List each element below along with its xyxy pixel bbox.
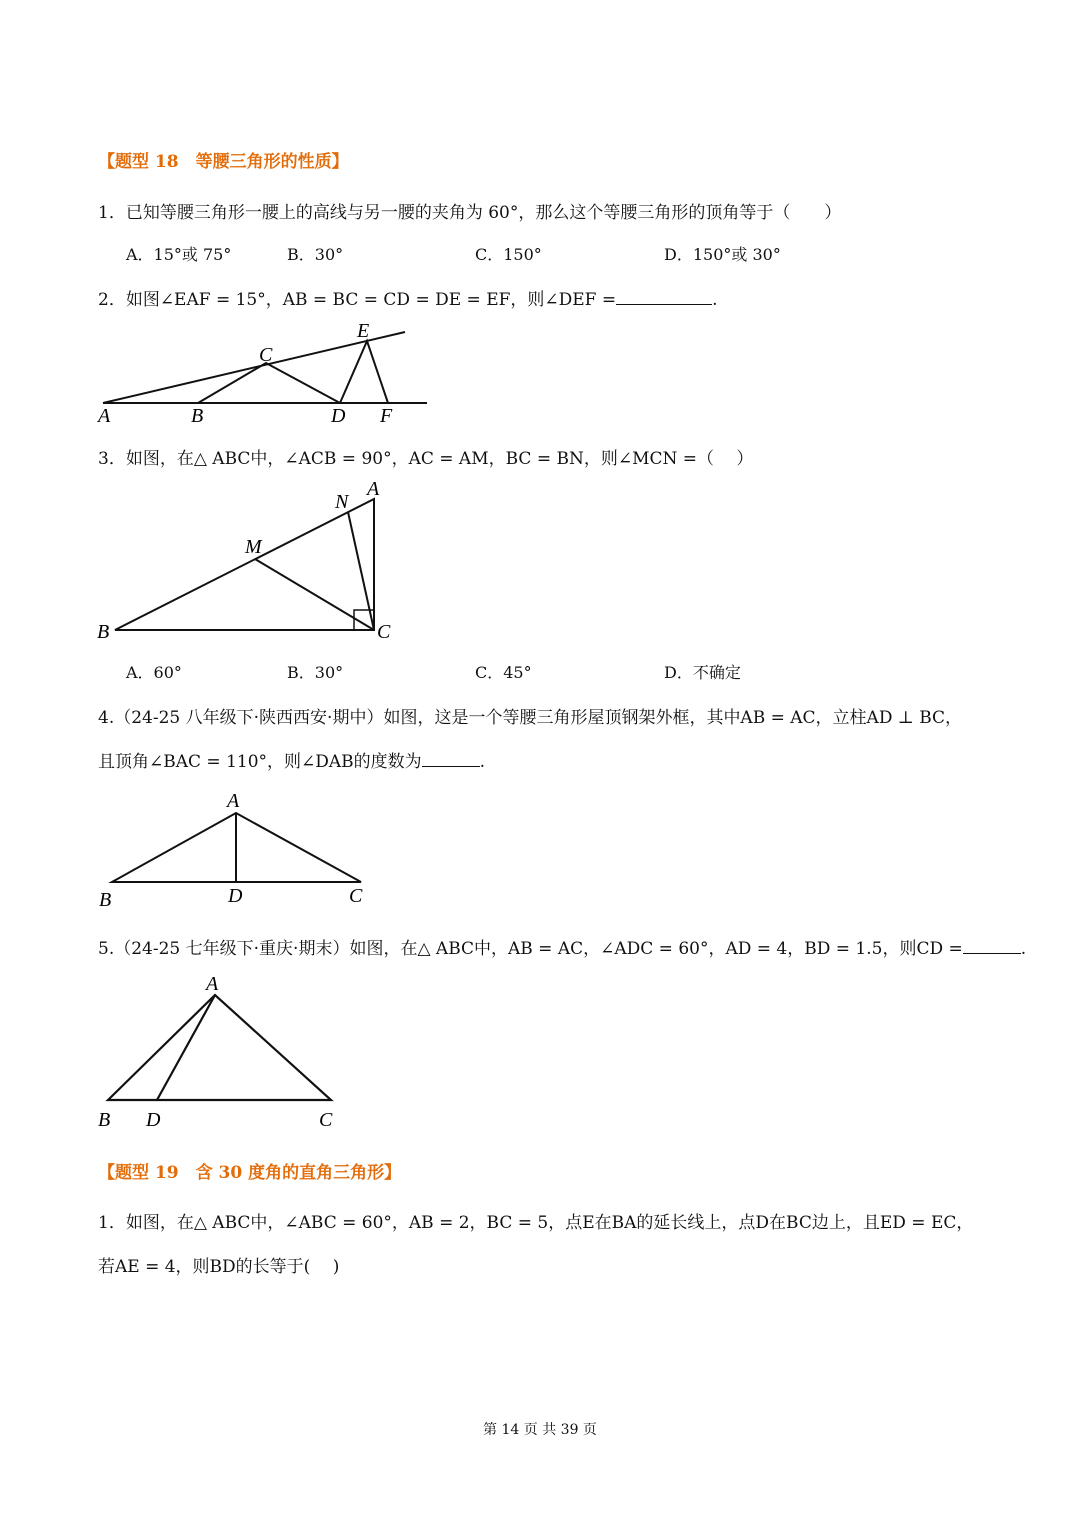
question-2-text xyxy=(98,285,718,310)
label-m: M xyxy=(245,536,262,558)
q2-text: 2．如图∠EAF = 15°，AB = BC = CD = DE = EF，则∠DEF = xyxy=(98,290,617,310)
line-ae xyxy=(103,332,405,403)
label-a: A xyxy=(206,973,219,995)
section-title-18: 【题型 18 等腰三角形的性质】 xyxy=(98,152,349,172)
q4-text: 且顶角∠BAC = 110°，则∠DAB的度数为 xyxy=(98,752,422,772)
line-mc xyxy=(255,559,374,630)
q1-option-a: A．15°或 75° xyxy=(126,245,232,264)
answer-blank xyxy=(422,765,480,767)
label-c: C xyxy=(259,344,273,366)
q5-text: 5.（24-25 七年级下·重庆·期末）如图，在△ ABC中，AB = AC，∠ADC = 60°，AD = 4，BD = 1.5，则CD = xyxy=(98,939,963,959)
figure-q4 xyxy=(95,785,385,915)
page-footer: 第 14 页 共 39 页 xyxy=(483,1422,597,1438)
line-nc xyxy=(348,512,374,630)
q1-option-b: B．30° xyxy=(287,245,344,264)
answer-blank xyxy=(963,952,1021,954)
label-d: D xyxy=(146,1109,161,1131)
label-n: N xyxy=(335,491,349,513)
label-b: B xyxy=(99,889,112,911)
segments-bcd xyxy=(198,363,340,403)
q2-text-end: . xyxy=(712,290,718,310)
label-c: C xyxy=(319,1109,333,1131)
label-b: B xyxy=(97,621,110,643)
q4-text-end: . xyxy=(479,752,486,772)
triangle-abc xyxy=(108,995,331,1100)
triangle-abc xyxy=(115,499,374,630)
label-a: A xyxy=(98,405,111,427)
label-d: D xyxy=(331,405,346,427)
q5-text-end: . xyxy=(1020,939,1027,959)
question-3-text: 3．如图，在△ ABC中，∠ACB = 90°，AC = AM，BC = BN，则∠MCN =（ ） xyxy=(98,449,754,469)
figure-q3 xyxy=(95,475,405,645)
q3-option-a: A．60° xyxy=(126,663,182,682)
question-19-1-line2: 若AE = 4，则BD的长等于( ) xyxy=(98,1257,340,1277)
line-ad xyxy=(157,995,215,1100)
figure-q2 xyxy=(95,318,435,428)
answer-blank xyxy=(616,303,712,305)
section-title-19: 【题型 19 含 30 度角的直角三角形】 xyxy=(98,1163,402,1183)
q1-option-c: C．150° xyxy=(475,245,542,264)
label-b: B xyxy=(98,1109,111,1131)
label-c: C xyxy=(349,885,363,907)
label-c: C xyxy=(377,621,391,643)
q3-option-c: C．45° xyxy=(475,663,532,682)
question-19-1-line1: 1．如图，在△ ABC中，∠ABC = 60°，AB = 2，BC = 5，点E在BA的延长线上，点D在BC边上，且ED = EC， xyxy=(98,1213,974,1233)
label-f: F xyxy=(380,405,393,427)
question-4-line1: 4.（24-25 八年级下·陕西西安·期中）如图，这是一个等腰三角形屋顶钢架外框，其中AB = AC，立柱AD ⊥ BC， xyxy=(98,708,963,728)
label-d: D xyxy=(228,885,243,907)
label-b: B xyxy=(191,405,204,427)
question-1-text: 1．已知等腰三角形一腰上的高线与另一腰的夹角为 60°，那么这个等腰三角形的顶角等于（ ） xyxy=(98,203,842,223)
segments-def xyxy=(340,341,388,403)
question-5-text xyxy=(98,934,1026,959)
label-e: E xyxy=(357,320,370,342)
q1-option-d: D．150°或 30° xyxy=(664,245,781,264)
question-4-line2 xyxy=(98,747,485,772)
label-a: A xyxy=(227,790,240,812)
q3-option-b: B．30° xyxy=(287,663,344,682)
figure-q5 xyxy=(95,968,355,1133)
label-a: A xyxy=(367,478,380,500)
q3-option-d: D．不确定 xyxy=(664,663,741,682)
